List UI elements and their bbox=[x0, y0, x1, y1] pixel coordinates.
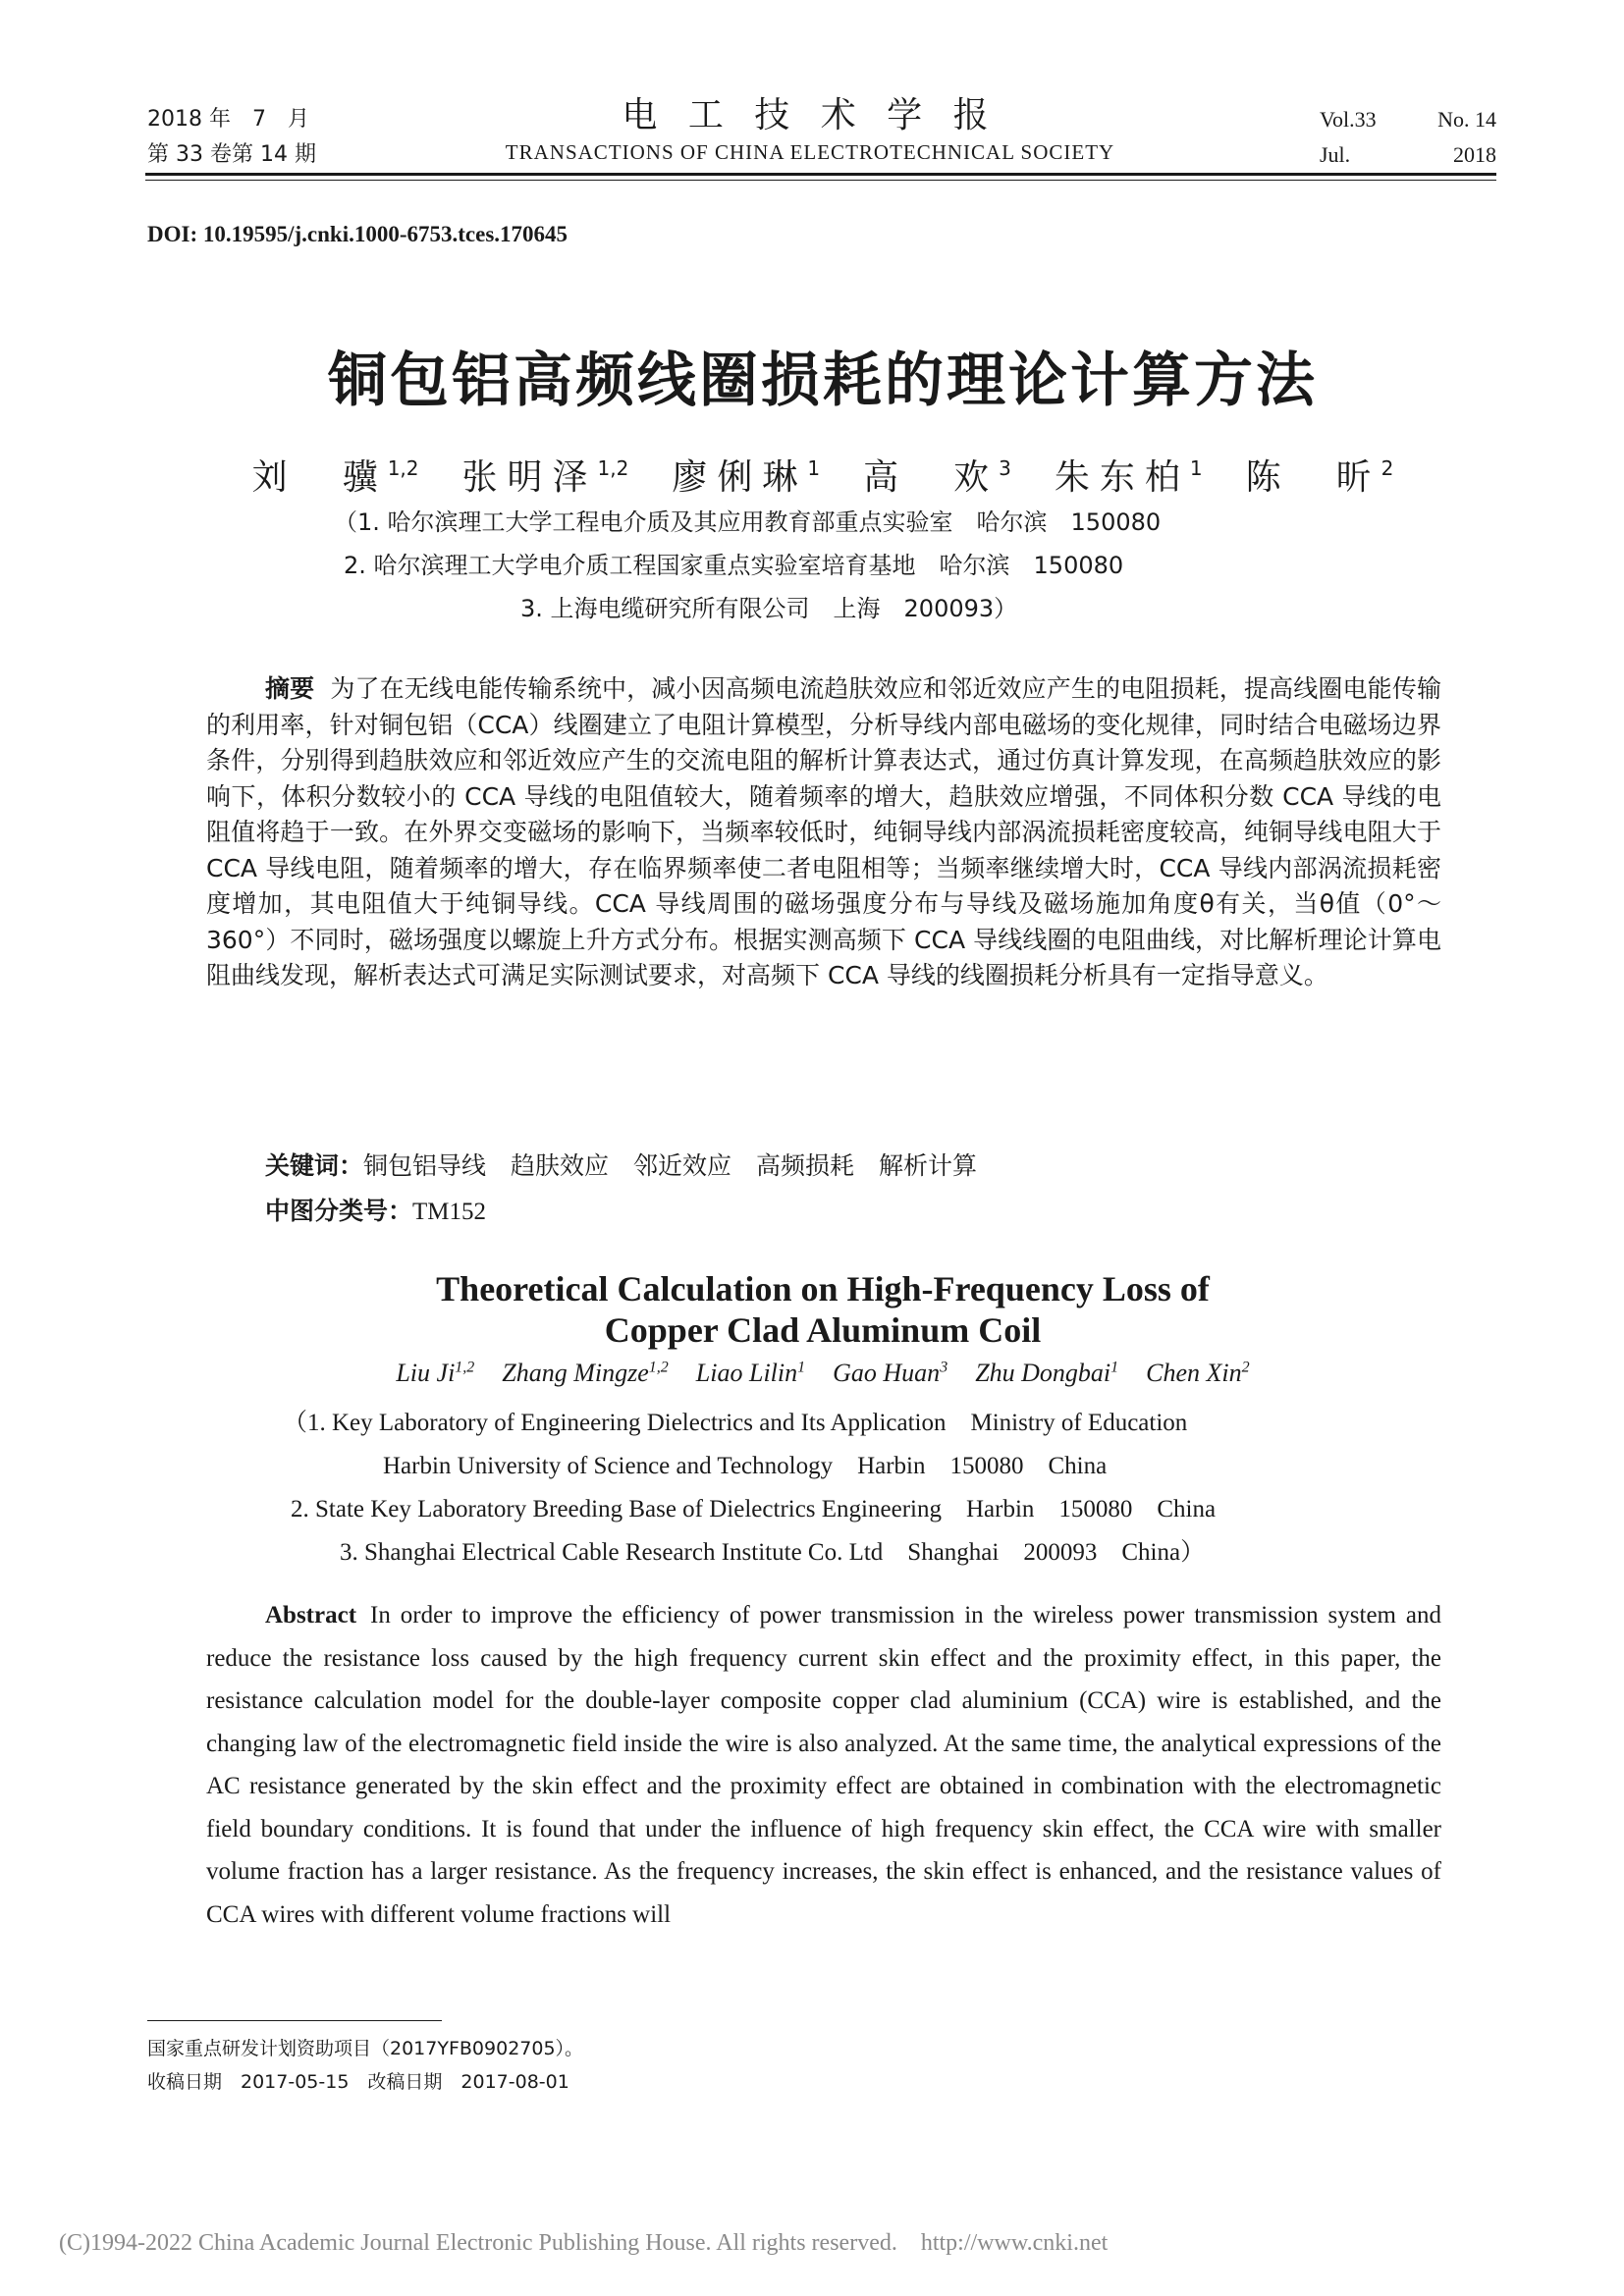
clc-number bbox=[265, 1192, 486, 1227]
paper-title-en-line2: Copper Clad Aluminum Coil bbox=[604, 1310, 1042, 1350]
affiliation-en-1: （1. Key Laboratory of Engineering Dielectrics and Its Application Ministry of Education bbox=[283, 1410, 1188, 1436]
received-date-footnote: 收稿日期 2017-05-15 改稿日期 2017-08-01 bbox=[147, 2071, 569, 2093]
author-en: Liao Lilin$^1$ bbox=[695, 1359, 806, 1387]
clc-label: 中图分类号： bbox=[265, 1197, 413, 1225]
author-en-affiliation-mark: 2 bbox=[1241, 1359, 1250, 1376]
author-cn: 刘 骥$^{1,2}$ bbox=[251, 456, 419, 498]
affiliation-cn-2: 2. 哈尔滨理工大学电介质工程国家重点实验室培育基地 哈尔滨 150080 bbox=[344, 552, 1124, 579]
affiliation-en-3: 3. Shanghai Electrical Cable Research Institute Co. Ltd Shanghai 200093 China） bbox=[340, 1539, 1206, 1566]
header-rule-thick bbox=[145, 173, 1496, 176]
abstract-cn-label: 摘要 bbox=[265, 674, 315, 703]
month-en: Jul. bbox=[1320, 142, 1351, 167]
paper-title-cn: 铜包铝高频线圈损耗的理论计算方法 bbox=[328, 347, 1318, 415]
author-cn-affiliation-mark: 1 bbox=[1189, 456, 1203, 480]
header-rule-thin bbox=[145, 180, 1496, 181]
abstract-en-label: Abstract bbox=[265, 1602, 357, 1629]
affiliation-cn-1: （1. 哈尔滨理工大学工程电介质及其应用教育部重点实验室 哈尔滨 150080 bbox=[334, 508, 1162, 536]
issue-number: No. 14 bbox=[1437, 107, 1496, 132]
author-cn: 朱东柏$^1$ bbox=[1054, 456, 1203, 498]
author-en-affiliation-mark: 3 bbox=[940, 1359, 948, 1376]
volume-block bbox=[1320, 102, 1496, 173]
author-cn-affiliation-mark: 1,2 bbox=[387, 456, 419, 480]
footnote-rule bbox=[147, 2020, 442, 2021]
author-cn-affiliation-mark: 1 bbox=[807, 456, 821, 480]
paper-title-en bbox=[147, 1268, 1498, 1351]
copyright-footer: (C)1994-2022 China Academic Journal Electronic Publishing House. All rights reserved. http://www.cnki.net bbox=[59, 2230, 1109, 2256]
author-list-en bbox=[147, 1359, 1498, 1388]
author-en-affiliation-mark: 1 bbox=[1110, 1359, 1119, 1376]
author-en: Chen Xin$^2$ bbox=[1146, 1359, 1250, 1387]
author-cn: 高 欢$^3$ bbox=[863, 456, 1011, 498]
abstract-en-text: In order to improve the efficiency of power transmission in the wireless power transmission system and reduce the resistance loss caused by the high frequency current skin effect and the proximity effect, in this paper, the resistance calculation model for the double-layer composite copper clad aluminium (CCA) wire is established, and the changing law of the electromagnetic field inside the wire is also analyzed. At the same time, the analytical expressions of the AC resistance generated by the skin effect and the proximity effect are obtained in combination with the electromagnetic field boundary conditions. It is found that under the influence of high frequency skin effect, the CCA wire with smaller volume fraction has a larger resistance. As the frequency increases, the skin effect is enhanced, and the resistance values of CCA wires with different volume fractions will bbox=[206, 1602, 1441, 1928]
author-en: Gao Huan$^3$ bbox=[833, 1359, 948, 1387]
author-cn-affiliation-mark: 2 bbox=[1380, 456, 1394, 480]
journal-name-en: TRANSACTIONS OF CHINA ELECTROTECHNICAL SOCIETY bbox=[505, 140, 1115, 164]
keywords-cn bbox=[265, 1147, 977, 1182]
volume: Vol.33 bbox=[1320, 107, 1377, 132]
journal-name-cn: 电 工 技 术 学 报 bbox=[622, 95, 999, 135]
author-cn: 张明泽$^{1,2}$ bbox=[461, 456, 629, 498]
author-cn: 廖俐琳$^1$ bbox=[672, 456, 821, 498]
author-cn-affiliation-mark: 1,2 bbox=[597, 456, 629, 480]
abstract-en bbox=[206, 1594, 1441, 1936]
affiliation-en-2: 2. State Key Laboratory Breeding Base of Dielectrics Engineering Harbin 150080 China bbox=[291, 1496, 1217, 1522]
doi[interactable]: DOI: 10.19595/j.cnki.1000-6753.tces.170645 bbox=[147, 222, 568, 246]
author-cn: 陈 昕$^2$ bbox=[1245, 456, 1394, 498]
funding-footnote: 国家重点研发计划资助项目（2017YFB0902705）。 bbox=[147, 2038, 584, 2059]
author-list-cn bbox=[147, 450, 1498, 500]
year: 2018 bbox=[1453, 142, 1496, 167]
paper-title-en-line1: Theoretical Calculation on High-Frequency Loss of bbox=[436, 1269, 1210, 1308]
author-en-affiliation-mark: 1,2 bbox=[455, 1359, 475, 1376]
volume-issue-cn: 第 33 卷第 14 期 bbox=[147, 142, 316, 167]
keywords-cn-label: 关键词： bbox=[265, 1151, 364, 1180]
abstract-cn-text: 为了在无线电能传输系统中，减小因高频电流趋肤效应和邻近效应产生的电阻损耗，提高线圈电能传输的利用率，针对铜包铝（CCA）线圈建立了电阻计算模型，分析导线内部电磁场的变化规律，同时结合电磁场边界条件，分别得到趋肤效应和邻近效应产生的交流电阻的解析计算表达式，通过仿真计算发现，在高频趋肤效应的影响下，体积分数较小的 CCA 导线的电阻值较大，随着频率的增大，趋肤效应增强，不同体积分数 CCA 导线的电阻值将趋于一致。在外界交变磁场的影响下，当频率较低时，纯铜导线内部涡流损耗密度较高，纯铜导线电阻大于 CCA 导线电阻，随着频率的增大，存在临界频率使二者电阻相等；当频率继续增大时，CCA 导线内部涡流损耗密度增加，其电阻值大于纯铜导线。CCA 导线周围的磁场强度分布与导线及磁场施加角度θ有关，当θ值（0°～360°）不同时，磁场强度以螺旋上升方式分布。根据实测高频下 CCA 导线线圈的电阻曲线，对比解析理论计算电阻曲线发现，解析表达式可满足实际测试要求，对高频下 CCA 导线的线圈损耗分析具有一定指导意义。 bbox=[206, 674, 1441, 989]
author-en: Zhu Dongbai$^1$ bbox=[975, 1359, 1119, 1387]
affiliation-cn-3: 3. 上海电缆研究所有限公司 上海 200093） bbox=[520, 595, 1018, 622]
author-en-affiliation-mark: 1 bbox=[797, 1359, 806, 1376]
issue-date: 2018 年 7 月 bbox=[147, 107, 309, 132]
author-en: Liu Ji$^{1,2}$ bbox=[396, 1359, 475, 1387]
affiliation-en-1b: Harbin University of Science and Technology Harbin 150080 China bbox=[383, 1453, 1108, 1479]
issue-date-block bbox=[147, 102, 316, 173]
keywords-cn-text: 铜包铝导线 趋肤效应 邻近效应 高频损耗 解析计算 bbox=[363, 1151, 978, 1180]
author-en: Zhang Mingze$^{1,2}$ bbox=[502, 1359, 669, 1387]
author-cn-affiliation-mark: 3 bbox=[999, 456, 1011, 480]
journal-name-block bbox=[393, 94, 1227, 167]
abstract-cn bbox=[206, 671, 1441, 994]
clc-value: TM152 bbox=[412, 1199, 487, 1225]
author-en-affiliation-mark: 1,2 bbox=[648, 1359, 669, 1376]
